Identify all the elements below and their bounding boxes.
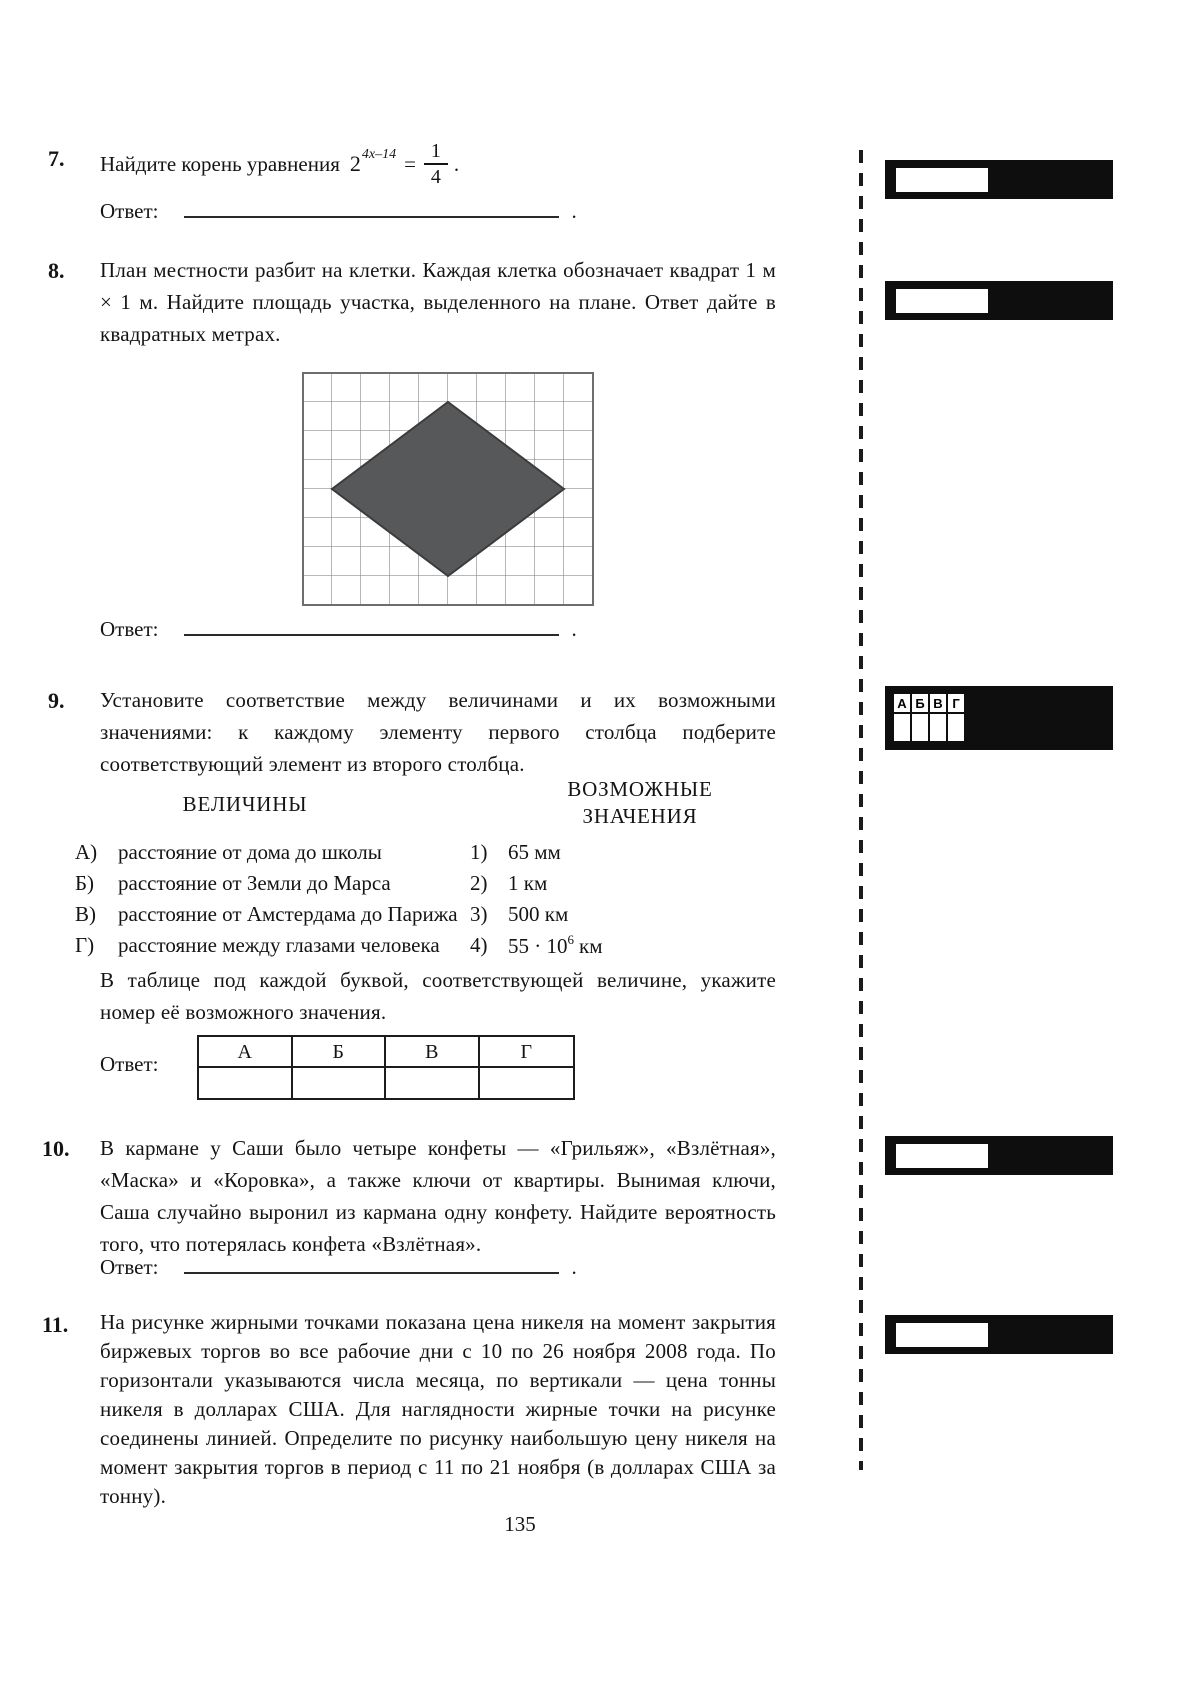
answer-cell xyxy=(293,1068,387,1098)
option-value: 1 км xyxy=(508,871,548,895)
option-number: 2) xyxy=(470,871,488,895)
answer-field xyxy=(896,168,988,192)
problem-9-number: 9. xyxy=(48,688,65,713)
problem-11-text: На рисунке жирными точками показана цена никеля на момент закрытия биржевых торгов во все рабочие дни с 10 по 26 ноября 2008 года. По горизонтали указываются числа месяца, по вертикали — цена тонны никеля в долларах США. Для наглядности жирные точки на рисунке соединены линией. Определите по рисунку наибольшую цену никеля на момент закрытия торгов в период с 11 по 21 ноября (в долларах США за тонну). xyxy=(100,1310,776,1508)
transfer-input-cell xyxy=(912,714,928,741)
problem-10-answer-row xyxy=(100,1254,577,1280)
transfer-input-cell xyxy=(930,714,946,741)
problem-9-note: В таблице под каждой буквой, соответствующей величине, укажите номер её возможного значения. xyxy=(100,968,776,1024)
answer-period: . xyxy=(571,199,577,223)
answer-table-input-row xyxy=(199,1068,573,1098)
answer-blank-line xyxy=(184,1254,559,1274)
answer-cell xyxy=(199,1068,293,1098)
option-value: $55 \cdot 10^6$ км xyxy=(508,932,603,958)
equation-base: 2 xyxy=(349,151,361,176)
equation-exponent: 4x–14 xyxy=(361,147,397,162)
option-number: 3) xyxy=(470,902,488,926)
problem-7-statement xyxy=(100,140,459,188)
possible-values-header-line1: ВОЗМОЖНЫЕ xyxy=(567,777,713,801)
item-text: расстояние от Земли до Марса xyxy=(118,871,391,895)
answer-table-header-g: Г xyxy=(480,1037,574,1068)
problem-8-text: План местности разбит на клетки. Каждая клетка обозначает квадрат 1 м × 1 м. Найдите площадь участка, выделенного на плане. Ответ дайте в квадратных метрах. xyxy=(100,258,776,346)
item-letter: Г) xyxy=(75,933,95,957)
answer-period: . xyxy=(571,1255,577,1279)
possible-values-header-line2: ЗНАЧЕНИЯ xyxy=(582,804,698,828)
item-text: расстояние между глазами человека xyxy=(118,933,440,957)
problem-10-text: В кармане у Саши было четыре конфеты — «Грильяж», «Взлётная», «Маска» и «Коровка», а также ключи от квартиры. Вынимая ключи, Саша случайно выронил из кармана одну конфету. Найдите вероятность того, что потерялась конфета «Взлётная». xyxy=(100,1136,776,1256)
answer-table-header-a: А xyxy=(199,1037,293,1068)
transfer-letter-b: Б xyxy=(912,694,928,712)
values-column-header: ВЕЛИЧИНЫ xyxy=(182,792,308,816)
problem-7-answer-row xyxy=(100,198,577,224)
answer-cell xyxy=(480,1068,574,1098)
answer-field xyxy=(896,289,988,313)
item-letter: А) xyxy=(75,840,98,864)
problem-7-number: 7. xyxy=(48,146,65,171)
answer-table xyxy=(197,1035,575,1100)
problem-8-number: 8. xyxy=(48,258,65,283)
transfer-letter-g: Г xyxy=(948,694,964,712)
option-value: 65 мм xyxy=(508,840,561,864)
answer-field xyxy=(896,1323,988,1347)
answer-transfer-box-problem-9 xyxy=(885,686,1113,750)
problem-9-answer-label-row xyxy=(100,1052,158,1077)
answer-label: Ответ: xyxy=(100,199,159,223)
problem-9-text: Установите соответствие между величинами и их возможными значениями: к каждому элементу первого столбца подберите соответствующий элемент из второго столбца. xyxy=(100,688,776,776)
answer-transfer-box-problem-8 xyxy=(885,281,1113,320)
item-letter: Б) xyxy=(75,871,95,895)
fraction-numerator: 1 xyxy=(424,140,448,165)
transfer-input-cell xyxy=(948,714,964,741)
answer-label: Ответ: xyxy=(100,617,159,641)
answer-cell xyxy=(386,1068,480,1098)
answer-blank-line xyxy=(184,198,559,218)
match-item-a xyxy=(75,840,795,871)
option-value: 500 км xyxy=(508,902,569,926)
equation-period: . xyxy=(453,151,460,176)
match-item-b xyxy=(75,871,795,902)
answer-transfer-box-problem-7 xyxy=(885,160,1113,199)
page-number: 135 xyxy=(504,1512,536,1536)
transfer-letter-a: А xyxy=(894,694,910,712)
option-number: 4) xyxy=(470,933,488,957)
equation xyxy=(350,140,459,188)
possible-values-column-header xyxy=(540,776,740,830)
transfer-input-cell xyxy=(894,714,910,741)
match-item-v xyxy=(75,902,795,933)
fraction xyxy=(424,140,448,188)
answer-label: Ответ: xyxy=(100,1052,159,1076)
answer-table-header-b: Б xyxy=(293,1037,387,1068)
plan-grid-figure xyxy=(302,372,594,606)
problem-7-text: Найдите корень уравнения xyxy=(100,151,340,176)
answer-transfer-box-problem-11 xyxy=(885,1315,1113,1354)
problem-8-answer-row xyxy=(100,616,577,642)
cut-line-dashed xyxy=(859,150,863,1470)
problem-11-number: 11. xyxy=(42,1312,69,1337)
problem-10-number: 10. xyxy=(42,1136,70,1161)
unit: км xyxy=(579,934,603,958)
answer-blank-line xyxy=(184,616,559,636)
answer-period: . xyxy=(571,617,577,641)
answer-field xyxy=(896,1144,988,1168)
transfer-letter-grid xyxy=(894,694,964,741)
item-letter: В) xyxy=(75,902,96,926)
exponent: 6 xyxy=(567,932,574,947)
answer-label: Ответ: xyxy=(100,1255,159,1279)
item-text: расстояние от дома до школы xyxy=(118,840,382,864)
transfer-letter-v: В xyxy=(930,694,946,712)
answer-table-header-row xyxy=(199,1037,573,1068)
answer-table-header-v: В xyxy=(386,1037,480,1068)
match-item-g xyxy=(75,933,795,964)
answer-transfer-box-problem-10 xyxy=(885,1136,1113,1175)
option-number: 1) xyxy=(470,840,488,864)
item-text: расстояние от Амстердама до Парижа xyxy=(118,902,458,926)
fraction-denominator: 4 xyxy=(430,166,441,188)
equals-sign: = xyxy=(404,151,416,176)
